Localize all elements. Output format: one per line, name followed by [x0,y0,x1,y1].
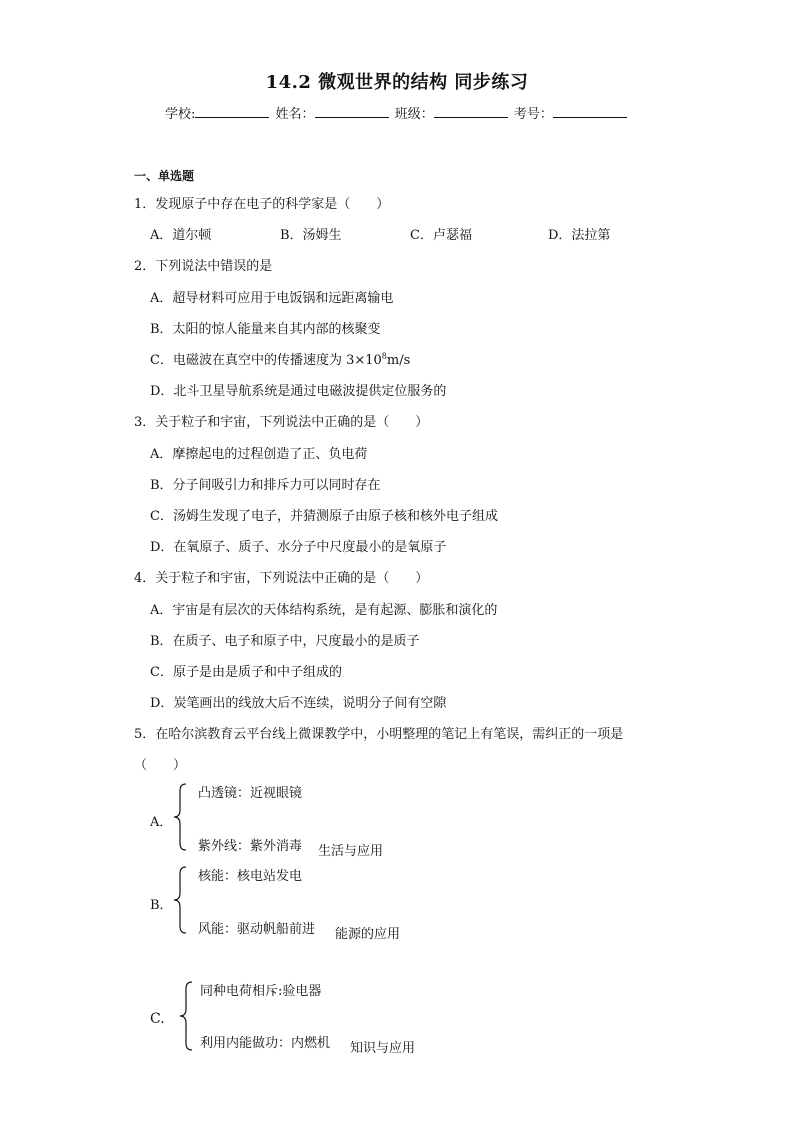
question-5-option-a-item-2: 紫外线：紫外消毒 [198,839,303,854]
question-5-option-b-category: 能源的应用 [335,927,401,942]
question-4-option-c: C．原子是由是质子和中子组成的 [150,665,342,680]
number-label: 考号： [513,107,553,122]
question-3-stem: 3．关于粒子和宇宙，下列说法中正确的是（ ） [134,415,429,430]
page-title: 14.2 微观世界的结构 同步练习 [265,72,529,93]
question-5-option-c-item-1: 同种电荷相斥:验电器 [200,984,322,999]
number-blank[interactable] [553,105,627,118]
question-5-option-a-label: A． [150,815,173,830]
name-blank[interactable] [315,105,389,118]
question-5-stem: 5．在哈尔滨教育云平台线上微课教学中，小明整理的笔记上有笔误，需纠正的一项是 [134,727,624,742]
question-2-option-b: B．太阳的惊人能量来自其内部的核聚变 [150,322,381,337]
question-5-option-c-item-2: 利用内能做功：内燃机 [200,1036,331,1051]
question-2-stem: 2．下列说法中错误的是 [134,259,273,274]
question-4-option-a: A．宇宙是有层次的天体结构系统，是有起源、膨胀和演化的 [150,603,498,618]
class-label: 班级： [394,107,434,122]
question-5-option-a-item-1: 凸透镜：近视眼镜 [198,786,303,801]
class-blank[interactable] [434,105,508,118]
question-5-option-b-item-2: 风能：驱动帆船前进 [198,922,316,937]
question-5-option-a-category: 生活与应用 [318,844,384,859]
question-1-option-c: C．卢瑟福 [410,228,472,243]
option-b-brace-icon [172,865,188,935]
option-c-brace-icon [178,980,194,1052]
question-1-option-b: B．汤姆生 [280,228,342,243]
question-5-option-b-label: B． [150,898,173,913]
question-5-option-b-item-1: 核能：核电站发电 [198,869,303,884]
question-2-option-a: A．超导材料可应用于电饭锅和远距离输电 [150,291,394,306]
school-blank[interactable] [195,105,269,118]
question-2-option-c-unit: m/s [386,353,411,368]
question-4-option-b: B．在质子、电子和原子中，尺度最小的是质子 [150,634,420,649]
question-1-option-a: A．道尔顿 [150,228,212,243]
name-label: 姓名： [275,107,315,122]
section-heading: 一、单选题 [134,169,195,183]
school-label: 学校: [165,107,196,122]
question-2-option-c-exponent: 8 [381,351,387,361]
question-2-option-c [150,349,410,368]
question-4-stem: 4．关于粒子和宇宙，下列说法中正确的是（ ） [134,571,429,586]
question-3-option-c: C．汤姆生发现了电子，并猜测原子由原子核和核外电子组成 [150,509,498,524]
question-4-option-d: D．炭笔画出的线放大后不连续，说明分子间有空隙 [150,696,447,711]
question-1-stem: 1．发现原子中存在电子的科学家是（ ） [134,197,390,212]
option-a-brace-icon [172,782,188,852]
student-info-row [165,103,629,122]
question-2-option-c-text: C．电磁波在真空中的传播速度为 3×10 [150,353,382,368]
question-3-option-b: B．分子间吸引力和排斥力可以同时存在 [150,478,381,493]
question-1-option-d: D．法拉第 [548,228,611,243]
question-2-option-d: D．北斗卫星导航系统是通过电磁波提供定位服务的 [150,384,447,399]
question-5-option-c-label: C. [150,1011,165,1027]
question-3-option-a: A．摩擦起电的过程创造了正、负电荷 [150,447,368,462]
question-3-option-d: D．在氧原子、质子、水分子中尺度最小的是氧原子 [150,540,447,555]
question-5-stem-continued: （ ） [134,758,187,773]
question-5-option-c-category: 知识与应用 [350,1041,416,1056]
